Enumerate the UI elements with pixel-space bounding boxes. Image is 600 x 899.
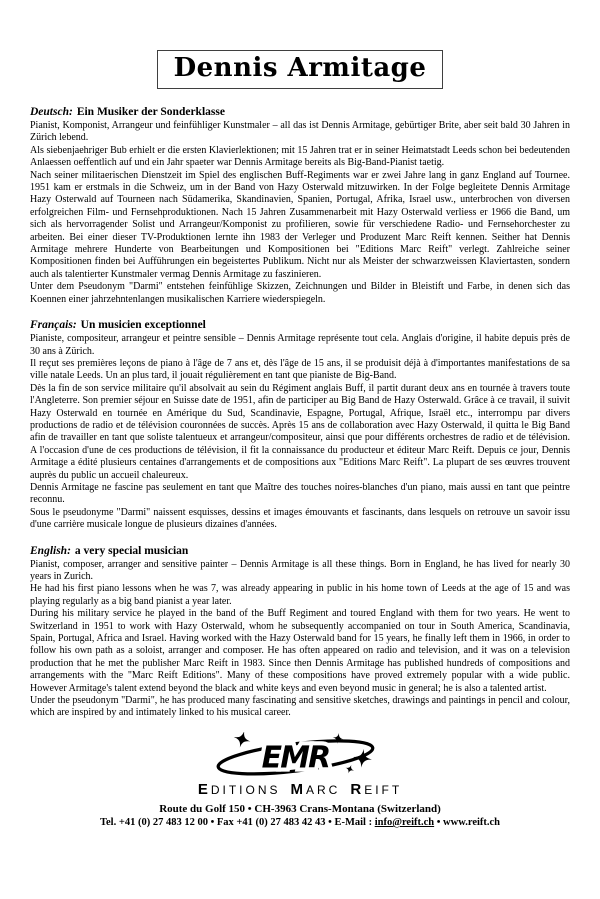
paragraph: He had his first piano lessons when he was 7, was already appearing in public in his home town of Leeds at the age of 15 and was playing regularly as a big band pianist a year later.: [30, 583, 570, 607]
emr-logo: [0, 732, 600, 780]
emr-logo-graphic: [214, 732, 386, 780]
section-title: Ein Musiker der Sonderklasse: [76, 106, 225, 118]
section-heading-german: [30, 106, 570, 119]
publisher-wordmark: [0, 781, 600, 799]
document-body: [30, 106, 570, 720]
section-french: [30, 319, 570, 532]
paragraph: Dennis Armitage ne fascine pas seulement en tant que Maître des touches noires-blanches d'un piano, mais aussi en tant que peintre reconnu.: [30, 481, 570, 506]
wordmark-word: EDITIONS: [197, 780, 281, 798]
paragraph: Under the pseudonym "Darmi", he has produced many fascinating and sensitive sketches, drawings and paintings in pencil and colour, which are inspired by and intimately linked to his musical career.: [30, 695, 570, 719]
logo-letters: EMR: [261, 740, 330, 776]
star-icon: [232, 732, 253, 750]
paragraph: Nach seiner militaerischen Dienstzeit im Spiel des englischen Buff-Regiments war er zwei Jahre lang in ganz England auf Tournee. 1951 kam er erstmals in die Schweiz, um in der Band von Hazy Osterwald mitzuwirken. In der Folge begleitete Dennis Armitage Hazy Osterwald auf Tourneen nach Südamerika, Skandinavien, Spanien, Portugal, Afrika, Israel usw., unterbrochen von diversen erfolgreichen Film- und Fernsehproduktionen. Nach 15 Jahren Zusammenarbeit mit Hazy Osterwald verliess er 1966 die Band, um sich als hervorragender Solist und Arrangeur/Komponist zu profilieren, sowie für verschiedene Radio- und Fernsehorchester zu arbeiten. Bei einer dieser TV-Produktionen lernte ihn 1983 der Verleger und Produzent Marc Reift kennen. Seither hat Dennis Armitage mehrere Hunderte von Bearbeitungen und Kompositionen bei "Editions Marc Reift" verlegt. Zahlreiche seiner Kompositionen finden bei Aufführungen ein begeistertes Publikum. Nicht nur als Meister der schwarzweissen Klaviertasten, sondern auch als talentierter Kunstmaler vermag Dennis Armitage zu faszinieren.: [30, 169, 570, 280]
paragraph: Unter dem Pseudonym "Darmi" entstehen feinfühlige Skizzen, Zeichnungen und Bilder in Bleistift und Farbe, in denen sich das Koennen einer jahrzehntenlangen musikalischen Karriere wiederspiegeln.: [30, 281, 570, 305]
section-heading-french: [30, 319, 570, 332]
paragraph: During his military service he played in the band of the Buff Regiment and toured England with them for two years. He went to Switzerland in 1951 to work with Hazy Osterwald, whom he subsequently accompanied on tour in South America, Scandinavia, Spain, Portugal, Africa and Israel. Having worked with the Hazy Osterwald band for 15 years, he finally left them in 1966, in order to follow his own path as a soloist, arranger and composer. He has often appeared on radio and television, and it was on a television production that he met the publisher Marc Reift in 1983. Since then Dennis Armitage has published hundreds of compositions and arrangements with the "Marc Reift Editions". Many of these compositions have proved extremely popular with a wide public. However Armitage's talent extend beyond the black and white keys and even beyond music in general; he is also a talented artist.: [30, 608, 570, 694]
section-english: [30, 545, 570, 720]
section-german: [30, 106, 570, 306]
section-title: a very special musician: [74, 544, 189, 557]
page-title: Dennis Armitage: [173, 53, 427, 83]
wordmark-word: REIFT: [350, 780, 403, 798]
section-title: Un musicien exceptionnel: [80, 319, 206, 332]
title-box: [157, 50, 444, 89]
paragraph: Sous le pseudonyme "Darmi" naissent esquisses, dessins et images émouvants et fascinants, dans lesquels on retrouve un savoir issu d'une carrière musicale longue de plusieurs dizaines d'années.: [30, 506, 570, 531]
star-icon: [332, 732, 345, 745]
contact-line: [0, 817, 600, 828]
paragraph: Als siebenjaehriger Bub erhielt er die ersten Klavierlektionen; mit 15 Jahren trat er in seiner Heimatstadt Leeds schon bei bedeutenden Anlaessen oeffentlich auf und ein Jahr spaeter war Dennis Armitage bereits als Big-Band-Pianist taetig.: [30, 144, 570, 169]
paragraph: Pianist, Komponist, Arrangeur und feinfühliger Kunstmaler – all das ist Dennis Armitage, gebürtiger Brite, aber seit bald 30 Jahren in Zürich lebend.: [30, 120, 570, 144]
language-label: English:: [30, 544, 71, 557]
email-link[interactable]: info@reift.ch: [374, 816, 435, 828]
language-label: Deutsch:: [30, 106, 73, 118]
wordmark-word: MARC: [290, 780, 341, 798]
paragraph: Dès la fin de son service militaire qu'il absolvait au sein du Régiment anglais Buff, il partit durant deux ans en tournée à travers toute l'Angleterre. Son premier séjour en Suisse date de 1951, afin de participer au Big Band de Hazy Osterwald. Grâce à ce travail, il suivit Hazy Osterwald en tournée en Amérique du Sud, Scandinavie, Espagne, Portugal, Afrique, Israël etc., interrompu par divers productions de radio et de télévision couronnées de succès. Après 15 ans de collaboration avec Hazy Osterwald, il quitta le Big Band afin de travailler en tant que soliste talentueux et arrangeur/compositeur, ainsi que pour différents orchestres de radio et de télévision. A l'occasion d'une de ces productions de télévision, il fit la connaissance du producteur et éditeur Marc Reift. Depuis ce jour, Dennis Armitage a édité plusieurs centaines d'arrangements et de compositions aux "Editions Marc Reift". La plupart de ses œuvres trouvent auprès du public un accueil chaleureux.: [30, 382, 570, 481]
paragraph: Pianist, composer, arranger and sensitive painter – Dennis Armitage is all these things. Born in England, he has lived for nearly 30 years in Zurich.: [30, 558, 570, 582]
section-heading-english: [30, 545, 570, 558]
document-page: [0, 50, 600, 828]
contact-prefix: Tel. +41 (0) 27 483 12 00 • Fax +41 (0) 27 483 42 43 • E-Mail :: [99, 816, 375, 828]
contact-suffix: • www.reift.ch: [434, 816, 501, 828]
language-label: Français:: [30, 319, 77, 332]
paragraph: Pianiste, compositeur, arrangeur et peintre sensible – Dennis Armitage représente tout cela. Anglais d'origine, il habite depuis près de 30 ans à Zürich.: [30, 333, 570, 357]
address-line: Route du Golf 150 • CH-3963 Crans-Montana (Switzerland): [159, 802, 441, 815]
publisher-footer: [0, 732, 600, 828]
star-icon: [344, 763, 356, 775]
paragraph: Il reçut ses premières leçons de piano à l'âge de 7 ans et, dès l'âge de 15 ans, il se produisit déjà à d'importantes manifestations de sa ville natale Leeds. Un an plus tard, il jouait régulièrement en tant que pianiste de Big-Band.: [30, 357, 570, 382]
